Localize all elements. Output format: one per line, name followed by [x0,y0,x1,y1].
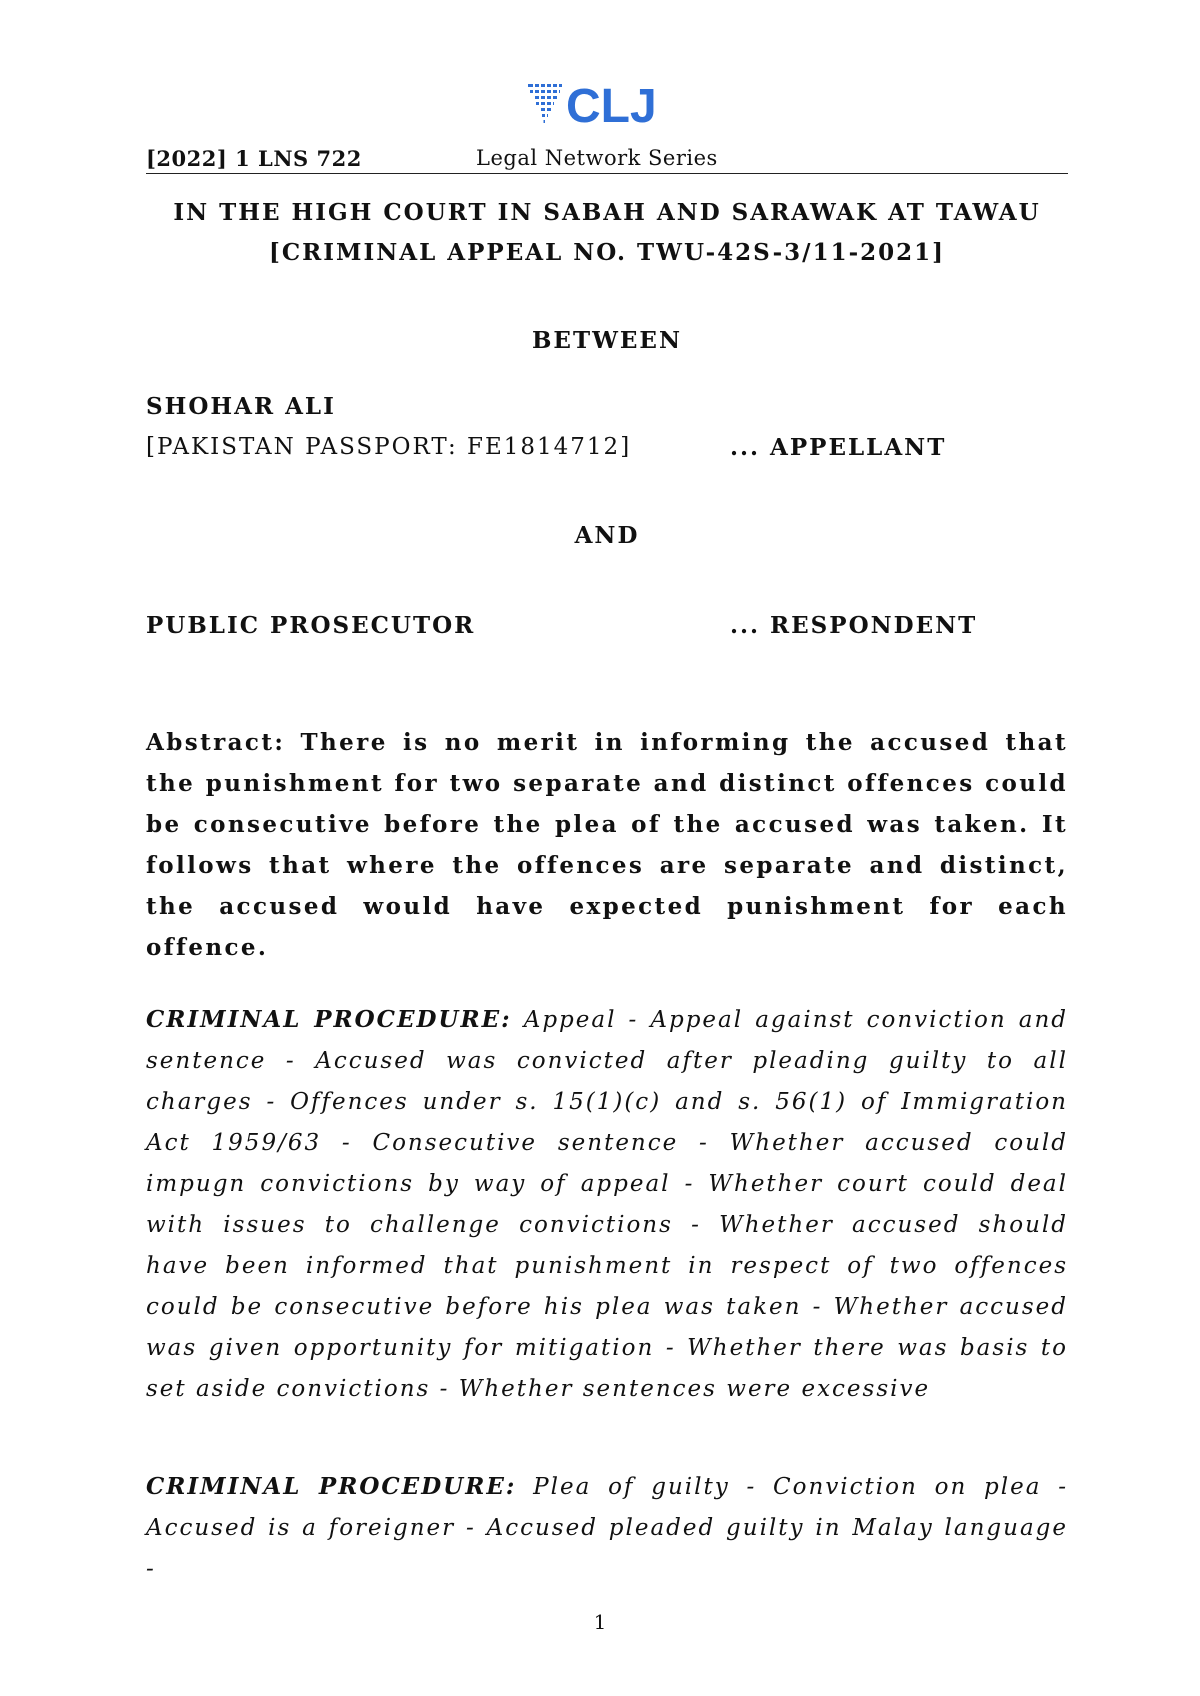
catchword-heading: CRIMINAL PROCEDURE: [146,1473,517,1500]
catchword-text: Appeal - Appeal against conviction and sentence - Accused was convicted after pleading guilty to all charges - Offences under s. 15(1)(c) and s. 56(1) of Immigration Act 1959/63 - Consecutive sentence - Whether accused could impugn convictions by way of appeal - Whether court could deal with issues to challenge convictions - Whether accused should have been informed that punishment in respect of two offences could be consecutive before his plea was taken - Whether accused was given opportunity for mitigation - Whether there was basis to set aside convictions - Whether sentences were excessive [146,1007,1068,1402]
page-number: 1 [593,1610,607,1634]
catchword-paragraph-1 [146,999,1068,1410]
catchword-paragraph-2 [146,1466,1068,1590]
respondent-role: ... RESPONDENT [730,612,978,639]
abstract-paragraph: Abstract: There is no merit in informing the accused that the punishment for two separate and distinct offences could be consecutive before the plea of the accused was taken. It follows that where the offences are separate and distinct, the accused would have expected punishment for each offence. [146,729,1068,961]
catchword-heading: CRIMINAL PROCEDURE: [146,1006,512,1033]
clj-logo-mark [528,80,688,130]
clj-logo [528,80,688,130]
appellant-passport: [PAKISTAN PASSPORT: FE1814712] [146,434,632,460]
court-title: IN THE HIGH COURT IN SABAH AND SARAWAK AT TAWAU [173,199,1041,226]
series-name: Legal Network Series [476,146,718,170]
svg-text:CLJ: CLJ [566,80,657,130]
catchword-text: Plea of guilty - Conviction on plea - Accused is a foreigner - Accused pleaded guilty in Malay language - [146,1474,1069,1582]
header-rule [146,173,1068,174]
and-heading: AND [574,522,640,549]
case-number: [CRIMINAL APPEAL NO. TWU-42S-3/11-2021] [268,239,946,266]
between-heading: BETWEEN [531,327,682,354]
respondent-name: PUBLIC PROSECUTOR [146,612,476,639]
citation: [2022] 1 LNS 722 [146,146,362,171]
appellant-name: SHOHAR ALI [146,393,336,420]
appellant-role: ... APPELLANT [730,434,947,461]
